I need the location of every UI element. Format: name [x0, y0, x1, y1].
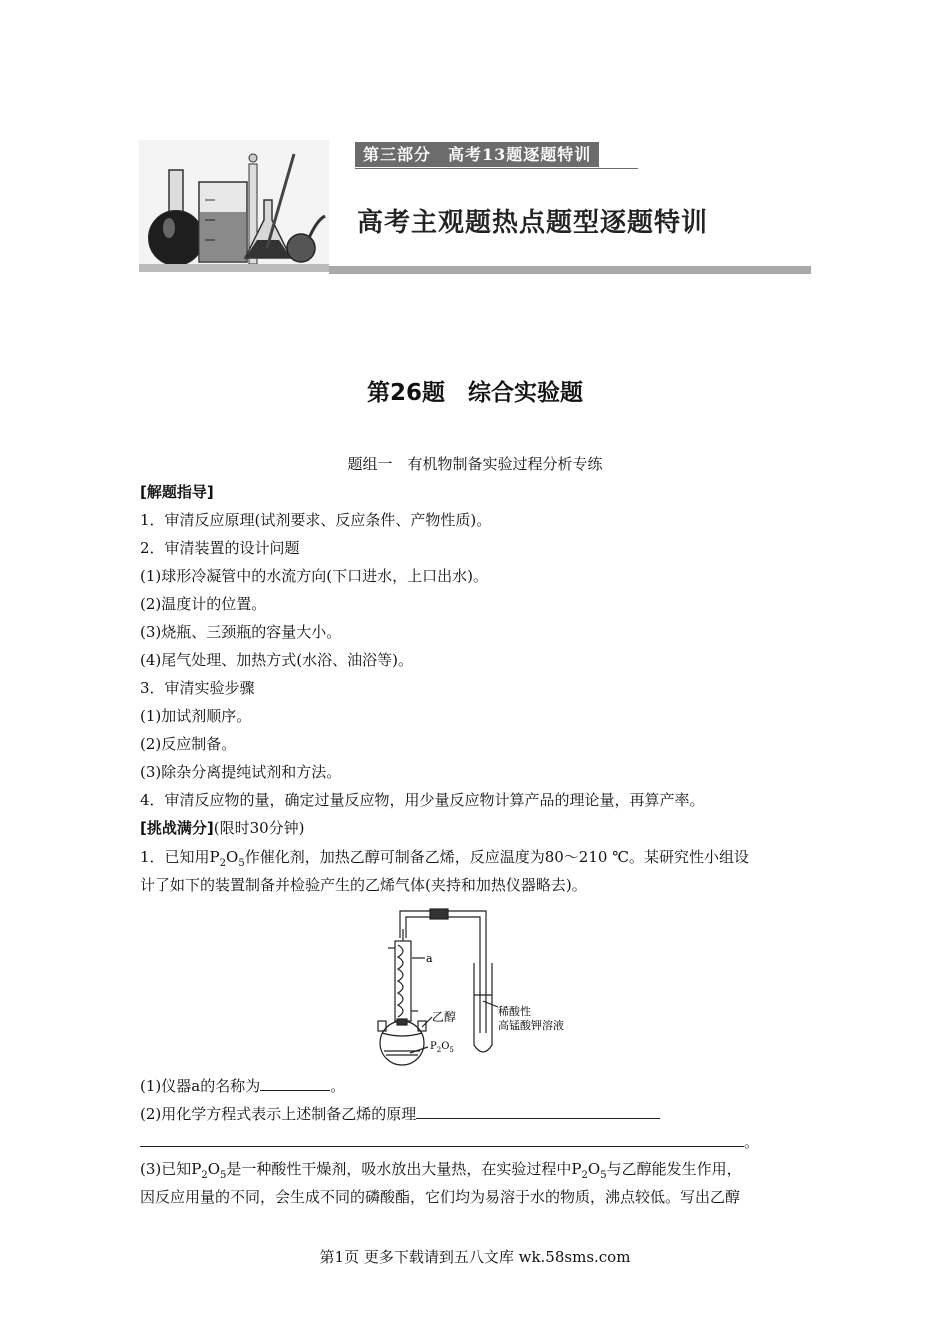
challenge-heading: [挑战满分] — [140, 819, 214, 837]
guide-line: 4．审清反应物的量，确定过量反应物，用少量反应物计算产品的理论量，再算产率。 — [140, 791, 705, 809]
banner-rule — [329, 266, 811, 274]
answer-blank[interactable] — [416, 1103, 660, 1119]
apparatus-diagram — [370, 903, 585, 1066]
guide-line: (4)尾气处理、加热方式(水浴、油浴等)。 — [140, 651, 413, 669]
guide-line: 1．审清反应原理(试剂要求、反应条件、产物性质)。 — [140, 511, 492, 529]
guide-line: 2．审清装置的设计问题 — [140, 539, 300, 557]
q1-sub3-line2: 因反应用量的不同，会生成不同的磷酸酯，它们均为易溶于水的物质，沸点较低。写出乙醇 — [140, 1188, 741, 1206]
tag-underline — [355, 168, 638, 169]
q1-sub3: (3)已知$P_2O_5$是一种酸性干燥剂，吸水放出大量热，在实验过程中$P_2O_5$与乙醇能发生作用， — [140, 1160, 742, 1181]
label-p2o5: $P_2O_5$ — [430, 1041, 454, 1054]
challenge-heading-row — [140, 818, 305, 838]
answer-blank[interactable] — [260, 1075, 330, 1091]
guide-line: (3)烧瓶、三颈瓶的容量大小。 — [140, 623, 342, 641]
formula-p2o5: $P_2O_5$ — [209, 848, 245, 869]
guide-line: (1)加试剂顺序。 — [140, 707, 252, 725]
guide-line: (2)温度计的位置。 — [140, 595, 267, 613]
answer-blank[interactable] — [140, 1131, 744, 1147]
q1-line2: 计了如下的装置制备并检验产生的乙烯气体(夹持和加热仪器略去)。 — [140, 876, 587, 894]
guide-heading: [解题指导] — [140, 483, 214, 501]
group-title: 题组一 有机物制备实验过程分析专练 — [347, 455, 603, 473]
header-banner — [139, 140, 811, 274]
chapter-title: 第26题 综合实验题 — [366, 380, 583, 406]
sub2-text: (2)用化学方程式表示上述制备乙烯的原理 — [140, 1105, 417, 1123]
banner-title: 高考主观题热点题型逐题特训 — [357, 208, 709, 238]
q1-sub2-cont: 。 — [140, 1131, 759, 1152]
time-limit: (限时30分钟) — [213, 819, 305, 837]
lab-glassware-illustration — [139, 140, 329, 272]
glassware-icon — [139, 140, 329, 272]
q1-intro-text: 1．已知用 — [140, 848, 210, 866]
q1-intro-text: 作催化剂，加热乙醇可制备乙烯，反应温度为80～210 ℃。某研究性小组设 — [244, 848, 749, 866]
label-a: a — [426, 952, 433, 965]
formula-p2o5: $P_2O_5$ — [191, 1160, 227, 1181]
guide-line: (1)球形冷凝管中的水流方向(下口进水，上口出水)。 — [140, 567, 488, 585]
label-solution-line2: 高锰酸钾溶液 — [498, 1019, 564, 1032]
sub1-text: (1)仪器a的名称为 — [140, 1077, 261, 1095]
apparatus-figure — [370, 903, 585, 1066]
part-tag: 第三部分 高考13题逐题特训 — [355, 142, 599, 167]
formula-p2o5: $P_2O_5$ — [571, 1160, 607, 1181]
label-solution-line1: 稀酸性 — [498, 1005, 531, 1018]
guide-line: 3．审清实验步骤 — [140, 679, 255, 697]
guide-line: (2)反应制备。 — [140, 735, 237, 753]
guide-line: (3)除杂分离提纯试剂和方法。 — [140, 763, 342, 781]
label-ethanol: 乙醇 — [432, 1010, 457, 1024]
page-footer: 第1页 更多下载请到五八文库 wk.58sms.com — [319, 1248, 631, 1266]
q1-sub1: (1)仪器a的名称为 。 — [140, 1077, 346, 1095]
q1-sub2 — [140, 1103, 660, 1124]
q1-intro — [140, 847, 749, 874]
